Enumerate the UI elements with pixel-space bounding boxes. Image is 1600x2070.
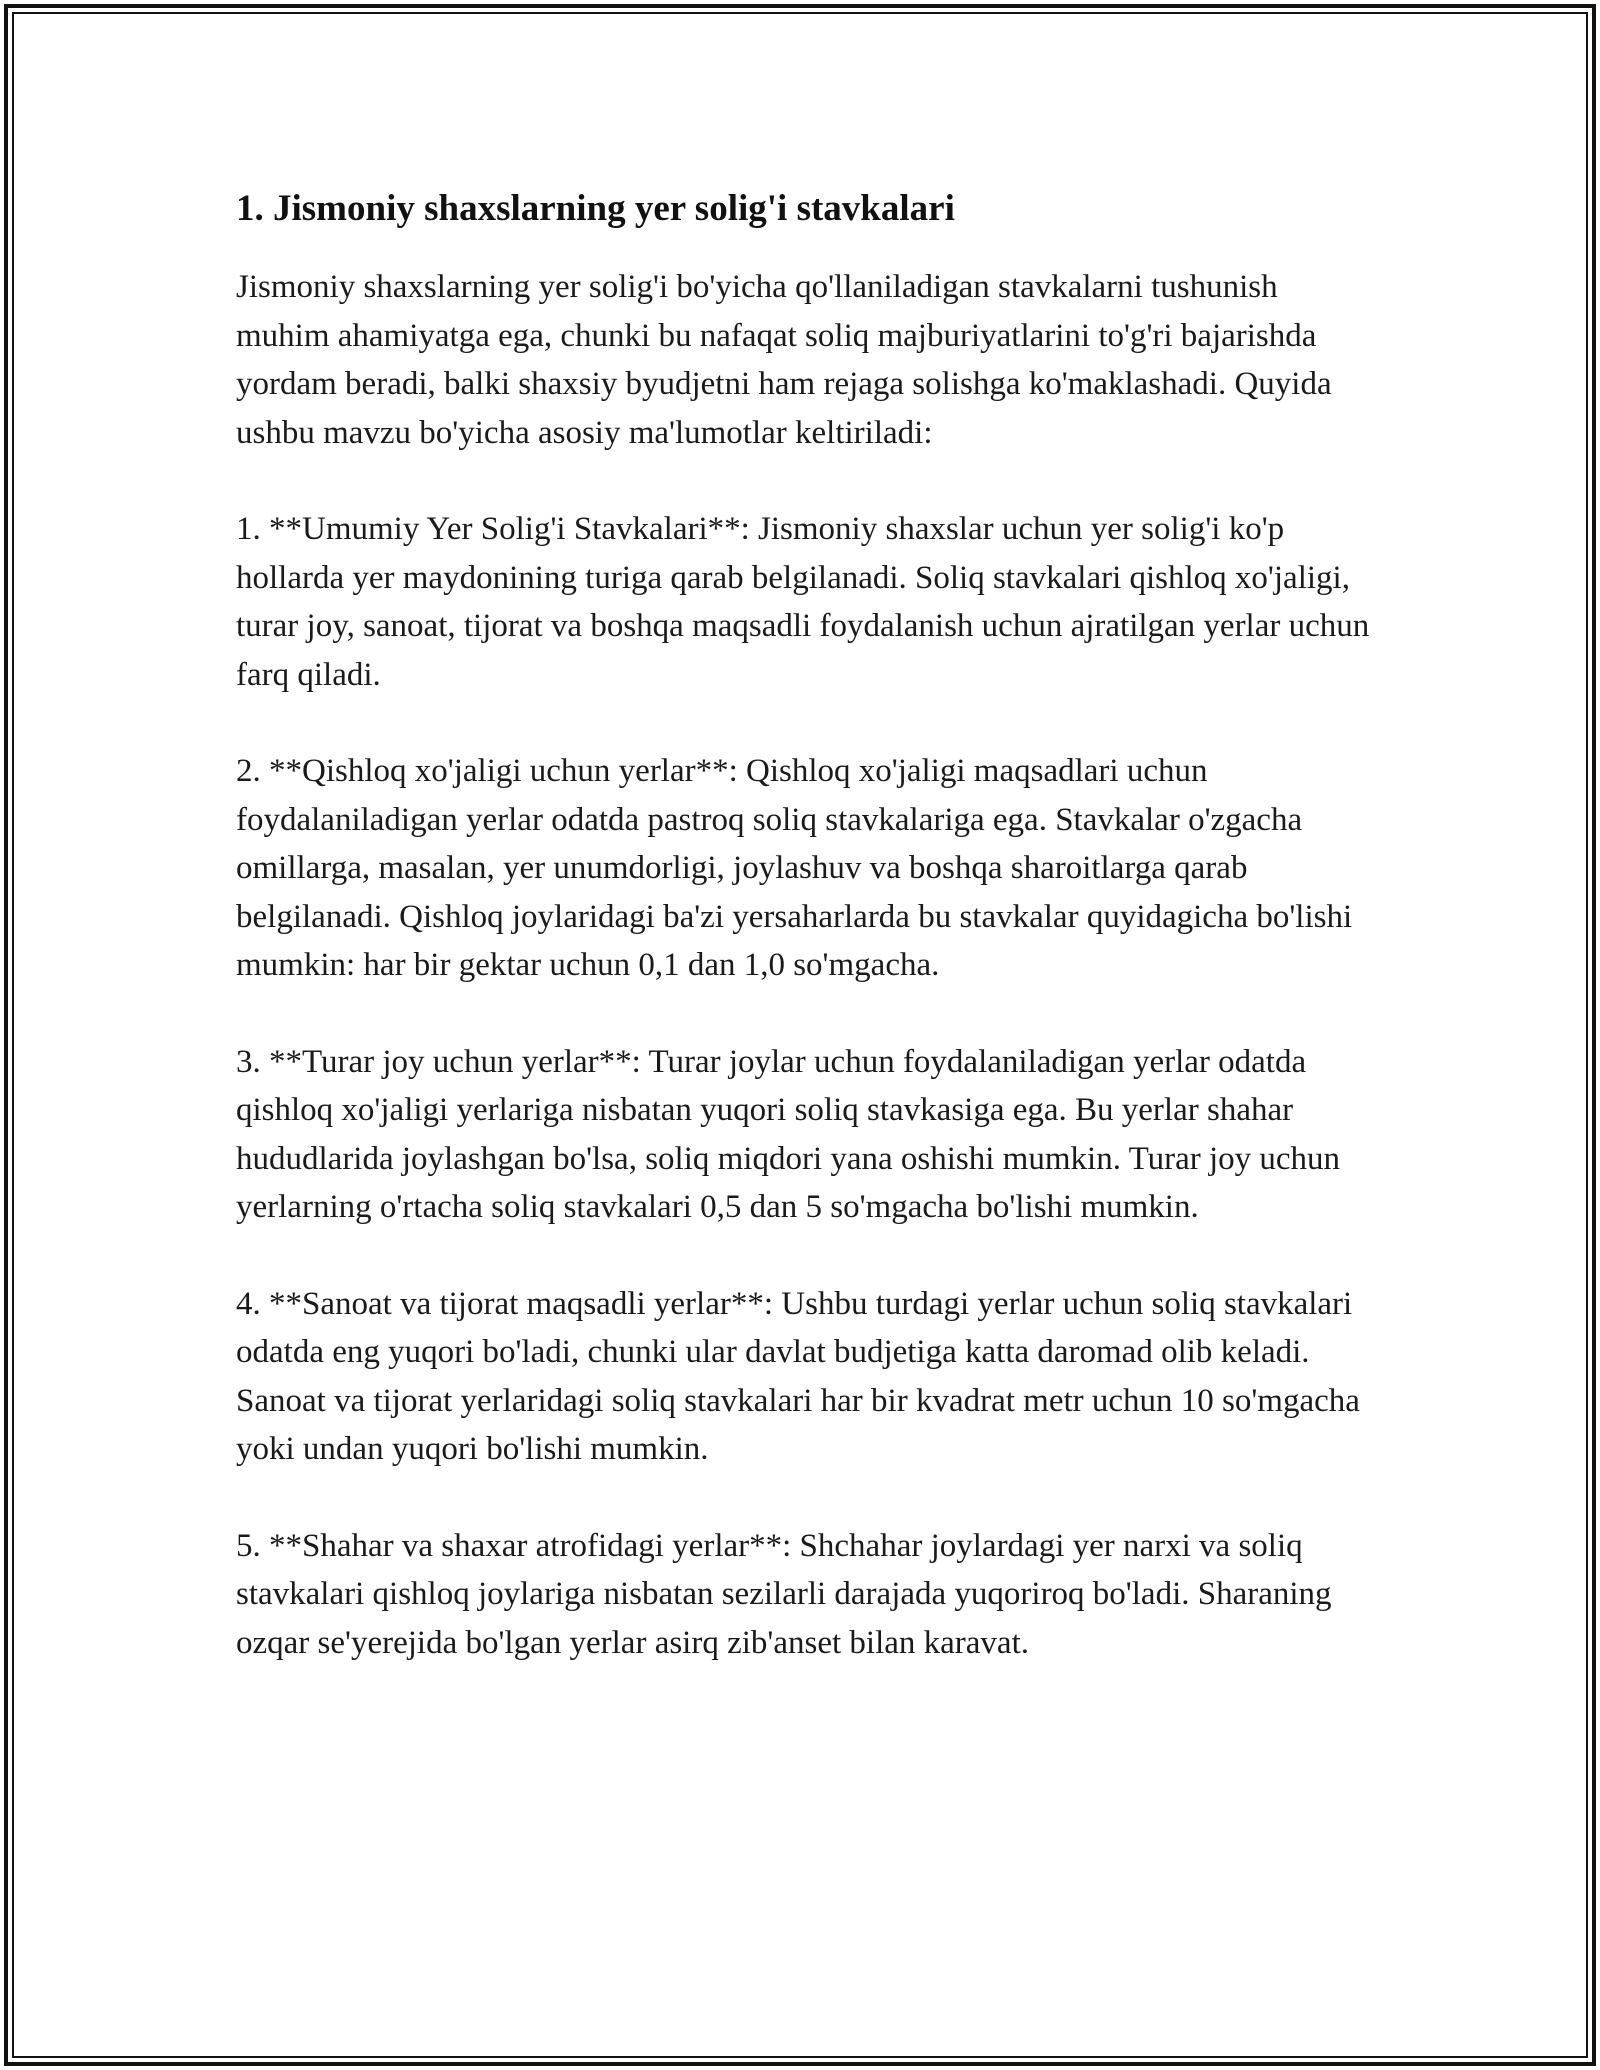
section-title: 1. Jismoniy shaxslarning yer solig'i stavkalari: [236, 188, 955, 229]
paragraph-residential-land: 3. **Turar joy uchun yerlar**: Turar joylar uchun foydalaniladigan yerlar odatda qishloq xo'jaligi yerlariga nisbatan yuqori soliq stavkasiga ega. Bu yerlar shahar hududlarida joylashgan bo'lsa, soliq miqdori yana oshishi mumkin. Turar joy uchun yerlarning o'rtacha soliq stavkalari 0,5 dan 5 so'mgacha bo'lishi mumkin.: [236, 1043, 1341, 1225]
paragraph-urban-land: 5. **Shahar va shaxar atrofidagi yerlar**: Shchahar joylardagi yer narxi va soliq stavkalari qishloq joylariga nisbatan sezilarli darajada yuqoriroq bo'ladi. Sharaning ozqar se'yerejida bo'lgan yerlar asirq zib'anset bilan karavat.: [236, 1527, 1332, 1661]
paragraph-general-rates: 1. **Umumiy Yer Solig'i Stavkalari**: Jismoniy shaxslar uchun yer solig'i ko'p hollarda yer maydonining turiga qarab belgilanadi. Soliq stavkalari qishloq xo'jaligi, turar joy, sanoat, tijorat va boshqa maqsadli foydalanish uchun ajratilgan yerlar uchun farq qiladi.: [236, 511, 1370, 693]
paragraph-industrial-commercial-land: 4. **Sanoat va tijorat maqsadli yerlar**: Ushbu turdagi yerlar uchun soliq stavkalari odatda eng yuqori bo'ladi, chunki ular davlat budjetiga katta daromad olib keladi. Sanoat va tijorat yerlaridagi soliq stavkalari har bir kvadrat metr uchun 10 so'mgacha yoki undan yuqori bo'lishi mumkin.: [236, 1285, 1360, 1467]
document-body: [236, 185, 1376, 1715]
intro-paragraph: Jismoniy shaxslarning yer solig'i bo'yicha qo'llaniladigan stavkalarni tushunish muhim ahamiyatga ega, chunki bu nafaqat soliq majburiyatlarini to'g'ri bajarishda yordam beradi, balki shaxsiy byudjetni ham rejaga solishga ko'maklashadi. Quyida ushbu mavzu bo'yicha asosiy ma'lumotlar keltiriladi:: [236, 269, 1332, 451]
paragraph-agricultural-land: 2. **Qishloq xo'jaligi uchun yerlar**: Qishloq xo'jaligi maqsadlari uchun foydalaniladigan yerlar odatda pastroq soliq stavkalariga ega. Stavkalar o'zgacha omillarga, masalan, yer unumdorligi, joylashuv va boshqa sharoitlarga qarab belgilanadi. Qishloq joylaridagi ba'zi yersaharlarda bu stavkalar quyidagicha bo'lishi mumkin: har bir gektar uchun 0,1 dan 1,0 so'mgacha.: [236, 753, 1353, 983]
